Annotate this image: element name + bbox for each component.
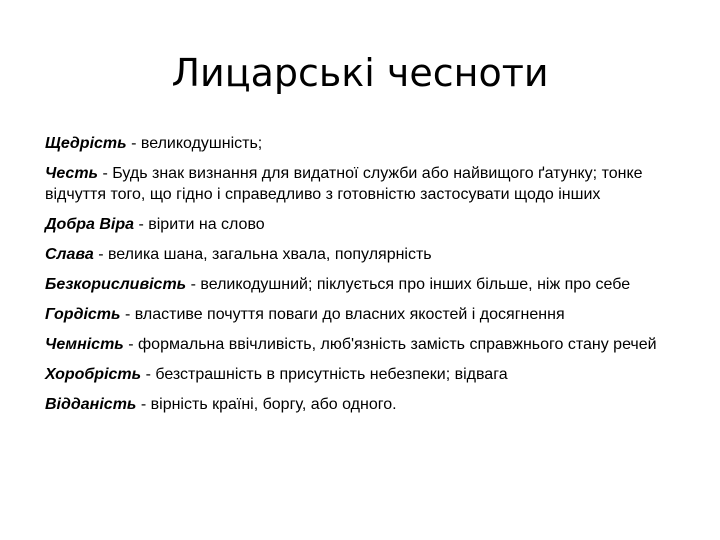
virtue-term: Добра Віра: [45, 216, 135, 233]
list-item: [45, 163, 685, 205]
virtue-definition: - безстрашність в присутність небезпеки; відвага: [141, 366, 508, 383]
virtue-term: Гордість: [45, 306, 121, 323]
virtues-list: [45, 133, 685, 424]
virtue-definition: - формальна ввічливість, люб'язність замість справжнього стану речей: [123, 336, 657, 353]
slide-title: Лицарські чесноти: [171, 51, 549, 95]
list-item: [45, 133, 685, 154]
virtue-term: Щедрість: [45, 135, 127, 152]
virtue-term: Безкорисливість: [45, 276, 187, 293]
list-item: [45, 334, 685, 355]
list-item: [45, 304, 685, 325]
list-item: [45, 274, 685, 295]
virtue-definition: - великодушний; піклується про інших більше, ніж про себе: [186, 276, 631, 293]
list-item: [45, 214, 685, 235]
virtue-definition: - вірність країні, боргу, або одного.: [136, 396, 397, 413]
virtue-term: Слава: [45, 246, 94, 263]
list-item: [45, 364, 685, 385]
virtue-definition: - велика шана, загальна хвала, популярність: [93, 246, 432, 263]
virtue-definition: - Будь знак визнання для видатної служби або найвищого ґатунку; тонке відчуття того, що гідно і справедливо з готовністю застосувати щодо інших: [45, 165, 643, 203]
list-item: [45, 394, 685, 415]
virtue-term: Чемність: [45, 336, 124, 353]
virtue-definition: - вірити на слово: [134, 216, 265, 233]
virtue-term: Відданість: [45, 396, 137, 413]
virtue-term: Хоробрість: [45, 366, 142, 383]
list-item: [45, 244, 685, 265]
virtue-definition: - великодушність;: [126, 135, 263, 152]
virtue-term: Честь: [45, 165, 99, 182]
virtue-definition: - властиве почуття поваги до власних якостей і досягнення: [120, 306, 565, 323]
